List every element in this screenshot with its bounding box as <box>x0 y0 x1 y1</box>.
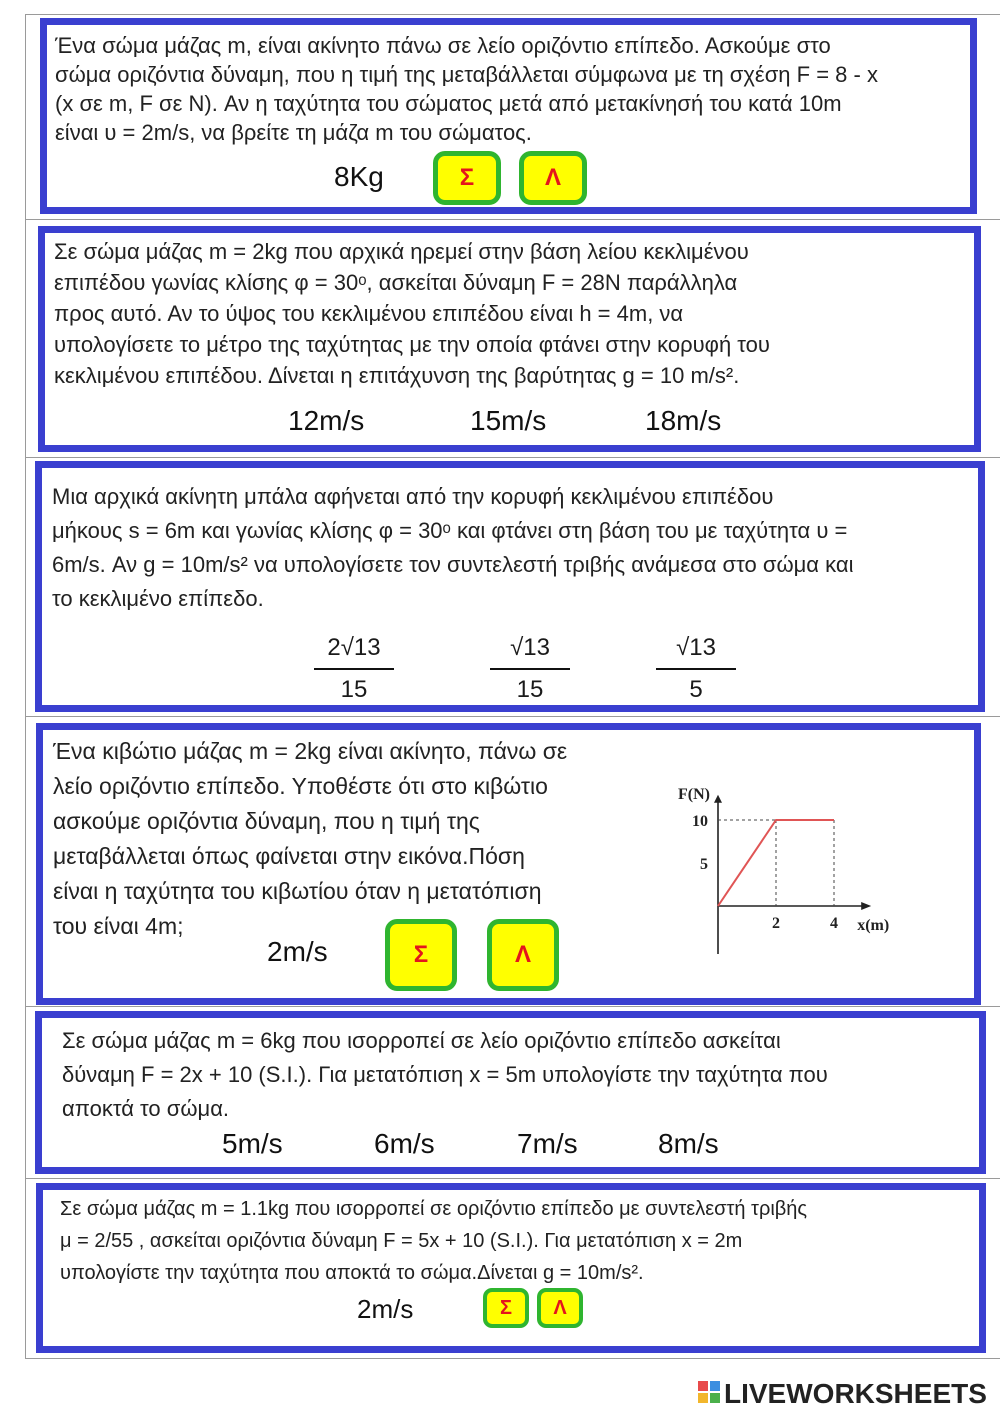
text-line: (x σε m, F σε N). Αν η ταχύτητα του σώματος μετά από μετακίνησή του κατά 10m <box>55 91 842 116</box>
question-text <box>60 1193 807 1289</box>
text-line: κεκλιμένου επιπέδου. Δίνεται η επιτάχυνση της βαρύτητας g = 10 m/s². <box>54 363 740 388</box>
question-text <box>55 31 878 147</box>
true-button[interactable]: Σ <box>385 919 457 991</box>
question-card-6 <box>36 1183 986 1353</box>
sheet-left-rule <box>25 14 26 1359</box>
answer-value: 2m/s <box>267 936 328 967</box>
true-button[interactable]: Σ <box>433 151 501 205</box>
y-tick-label: 10 <box>692 813 708 830</box>
text-line: Ένα κιβώτιο μάζας m = 2kg είναι ακίνητο, πάνω σε <box>53 738 568 764</box>
text-line: το κεκλιμένο επίπεδο. <box>52 586 264 611</box>
answer-option[interactable]: 18m/s <box>645 405 722 436</box>
sheet-rule <box>25 1358 1000 1359</box>
answer-value: 8Kg <box>334 161 384 192</box>
text-line: υπολογίσετε το μέτρο της ταχύτητας με την οποία φτάνει στην κορυφή του <box>54 332 770 357</box>
text-line: μ = 2/55 , ασκείται οριζόντια δύναμη F = 5x + 10 (S.I.). Για μετατόπιση x = 2m <box>60 1230 743 1252</box>
force-displacement-chart <box>658 736 978 956</box>
question-card-5 <box>35 1011 986 1174</box>
text-line: Μια αρχικά ακίνητη μπάλα αφήνεται από την κορυφή κεκλιμένου επιπέδου <box>52 484 774 509</box>
question-card-2 <box>38 226 981 452</box>
y-tick-label: 5 <box>700 856 708 873</box>
y-axis-label: F(N) <box>678 785 710 803</box>
text-line: Σε σώμα μάζας m = 6kg που ισορροπεί σε λείο οριζόντιο επίπεδο ασκείται <box>62 1028 781 1053</box>
text-line: του είναι 4m; <box>53 913 184 939</box>
text-line: προς αυτό. Αν το ύψος του κεκλιμένου επιπέδου είναι h = 4m, να <box>54 301 684 326</box>
answer-option[interactable]: 8m/s <box>658 1128 719 1159</box>
false-button[interactable]: Λ <box>537 1288 583 1328</box>
fraction-denominator: 15 <box>340 676 368 703</box>
answer-option[interactable]: 12m/s <box>288 405 365 436</box>
sheet-rule <box>25 457 1000 458</box>
question-text <box>62 1024 828 1126</box>
text-line: ασκούμε οριζόντια δύναμη, που η τιμή της <box>53 808 480 834</box>
fraction-denominator: 15 <box>516 676 544 703</box>
false-button[interactable]: Λ <box>519 151 587 205</box>
text-line: 6m/s. Αν g = 10m/s² να υπολογίσετε τον συντελεστή τριβής ανάμεσα στο σώμα και <box>52 552 854 577</box>
x-tick-label: 2 <box>772 915 780 932</box>
false-button[interactable]: Λ <box>487 919 559 991</box>
true-button[interactable]: Σ <box>483 1288 529 1328</box>
answer-option[interactable]: 15m/s <box>470 405 547 436</box>
question-text <box>52 480 853 616</box>
text-line: είναι υ = 2m/s, να βρείτε τη μάζα m του σώματος. <box>55 120 532 145</box>
text-line: μήκους s = 6m και γωνίας κλίσης φ = 30ᵒ και φτάνει στη βάση του με ταχύτητα υ = <box>52 518 848 543</box>
answer-option[interactable] <box>656 634 736 704</box>
question-text <box>53 734 567 944</box>
text-line: Ένα σώμα μάζας m, είναι ακίνητο πάνω σε λείο οριζόντιο επίπεδο. Ασκούμε στο <box>55 33 831 58</box>
text-line: υπολογίστε την ταχύτητα που αποκτά το σώμα.Δίνεται g = 10m/s². <box>60 1262 644 1284</box>
text-line: δύναμη F = 2x + 10 (S.I.). Για μετατόπιση x = 5m υπολογίστε την ταχύτητα που <box>62 1062 828 1087</box>
answer-option[interactable] <box>314 634 394 704</box>
question-card-1 <box>40 18 977 214</box>
text-line: αποκτά το σώμα. <box>62 1096 230 1121</box>
text-line: λείο οριζόντιο επίπεδο. Υποθέστε ότι στο κιβώτιο <box>53 773 548 799</box>
sheet-rule <box>25 1006 1000 1007</box>
x-axis-label: x(m) <box>857 917 890 934</box>
brand-name: LIVEWORKSHEETS <box>724 1378 987 1409</box>
sheet-rule <box>25 1178 1000 1179</box>
sheet-rule <box>25 219 1000 220</box>
answer-option[interactable] <box>490 634 570 704</box>
sheet-rule <box>25 716 1000 717</box>
liveworksheets-logo-icon <box>698 1381 720 1403</box>
x-tick-label: 4 <box>830 915 838 932</box>
answer-option[interactable]: 6m/s <box>374 1128 435 1159</box>
fraction-numerator: √13 <box>656 634 736 670</box>
y-axis-arrow <box>714 795 722 803</box>
question-card-3 <box>35 461 985 712</box>
fraction-numerator: √13 <box>490 634 570 670</box>
answer-option[interactable]: 7m/s <box>517 1128 578 1159</box>
text-line: Σε σώμα μάζας m = 1.1kg που ισορροπεί σε οριζόντιο επίπεδο με συντελεστή τριβής <box>60 1198 808 1220</box>
sheet-rule <box>25 14 1000 15</box>
text-line: είναι η ταχύτητα του κιβωτίου όταν η μετατόπιση <box>53 878 542 904</box>
answer-option[interactable]: 5m/s <box>222 1128 283 1159</box>
fraction-numerator: 2√13 <box>314 634 394 670</box>
text-line: επιπέδου γωνίας κλίσης φ = 30ᵒ, ασκείται δύναμη F = 28N παράλληλα <box>54 270 738 295</box>
fraction-denominator: 5 <box>689 676 703 703</box>
text-line: σώμα οριζόντια δύναμη, που η τιμή της μεταβάλλεται σύμφωνα με τη σχέση F = 8 - x <box>55 62 878 87</box>
question-text <box>54 236 770 391</box>
text-line: μεταβάλλεται όπως φαίνεται στην εικόνα.Πόση <box>53 843 525 869</box>
answer-value: 2m/s <box>357 1294 414 1324</box>
text-line: Σε σώμα μάζας m = 2kg που αρχικά ηρεμεί στην βάση λείου κεκλιμένου <box>54 239 749 264</box>
question-card-4 <box>36 723 981 1005</box>
x-axis-arrow <box>861 902 871 910</box>
